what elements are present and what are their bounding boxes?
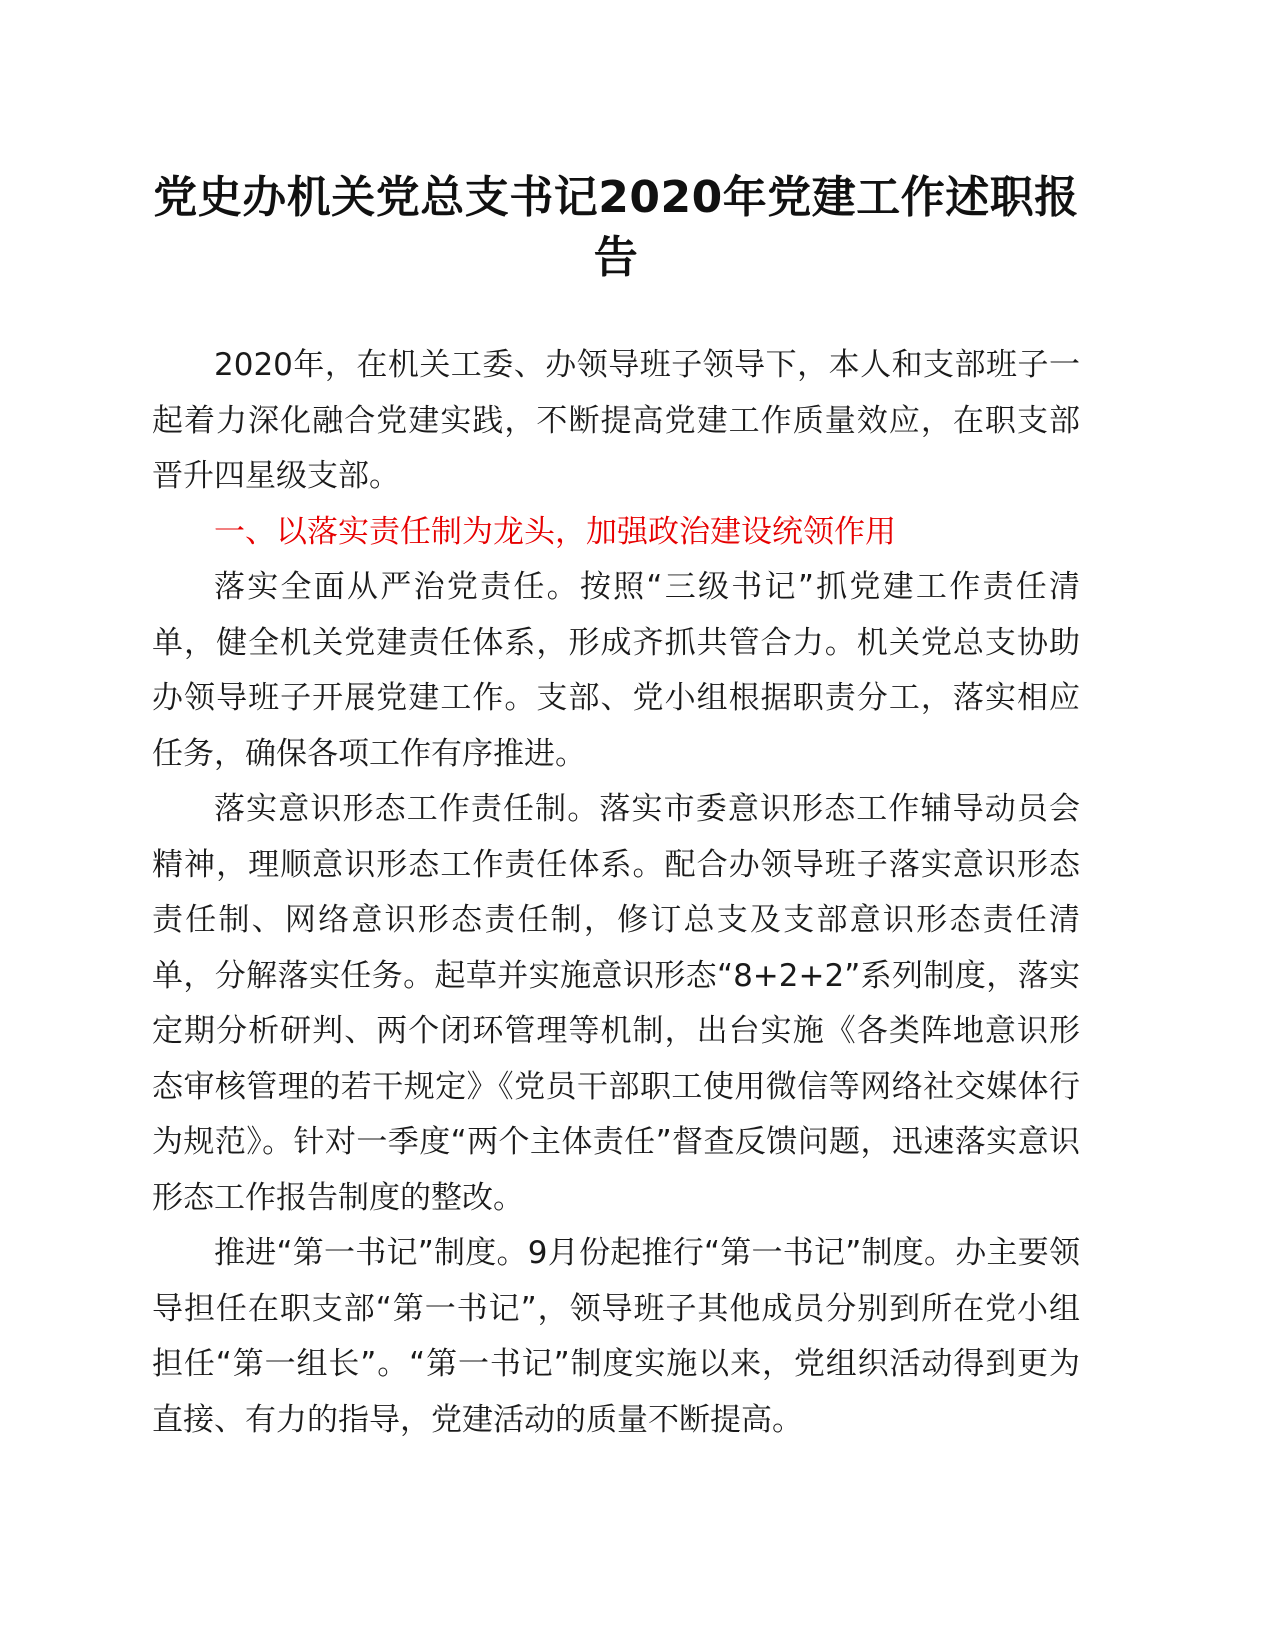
document-title: 党史办机关党总支书记2020年党建工作述职报告	[153, 172, 1079, 283]
document-body	[152, 338, 1080, 1448]
document-page	[152, 168, 1080, 1448]
paragraph-first-secretary: 推进“第一书记”制度。9月份起推行“第一书记”制度。办主要领导担任在职支部“第一书记”，领导班子其他成员分别到所在党小组担任“第一组长”。“第一书记”制度实施以来，党组织活动得到更为直接、有力的指导，党建活动的质量不断提高。	[152, 1235, 1080, 1438]
paragraph-responsibility: 落实全面从严治党责任。按照“三级书记”抓党建工作责任清单，健全机关党建责任体系，形成齐抓共管合力。机关党总支协助办领导班子开展党建工作。支部、党小组根据职责分工，落实相应任务，确保各项工作有序推进。	[152, 569, 1080, 772]
intro-paragraph: 2020年，在机关工委、办领导班子领导下，本人和支部班子一起着力深化融合党建实践，不断提高党建工作质量效应，在职支部晋升四星级支部。	[152, 347, 1080, 494]
section-heading-1: 一、以落实责任制为龙头，加强政治建设统领作用	[214, 513, 896, 550]
paragraph-ideology: 落实意识形态工作责任制。落实市委意识形态工作辅导动员会精神，理顺意识形态工作责任体系。配合办领导班子落实意识形态责任制、网络意识形态责任制，修订总支及支部意识形态责任清单，分解落实任务。起草并实施意识形态“8+2+2”系列制度，落实定期分析研判、两个闭环管理等机制，出台实施《各类阵地意识形态审核管理的若干规定》《党员干部职工使用微信等网络社交媒体行为规范》。针对一季度“两个主体责任”督查反馈问题，迅速落实意识形态工作报告制度的整改。	[152, 791, 1080, 1216]
